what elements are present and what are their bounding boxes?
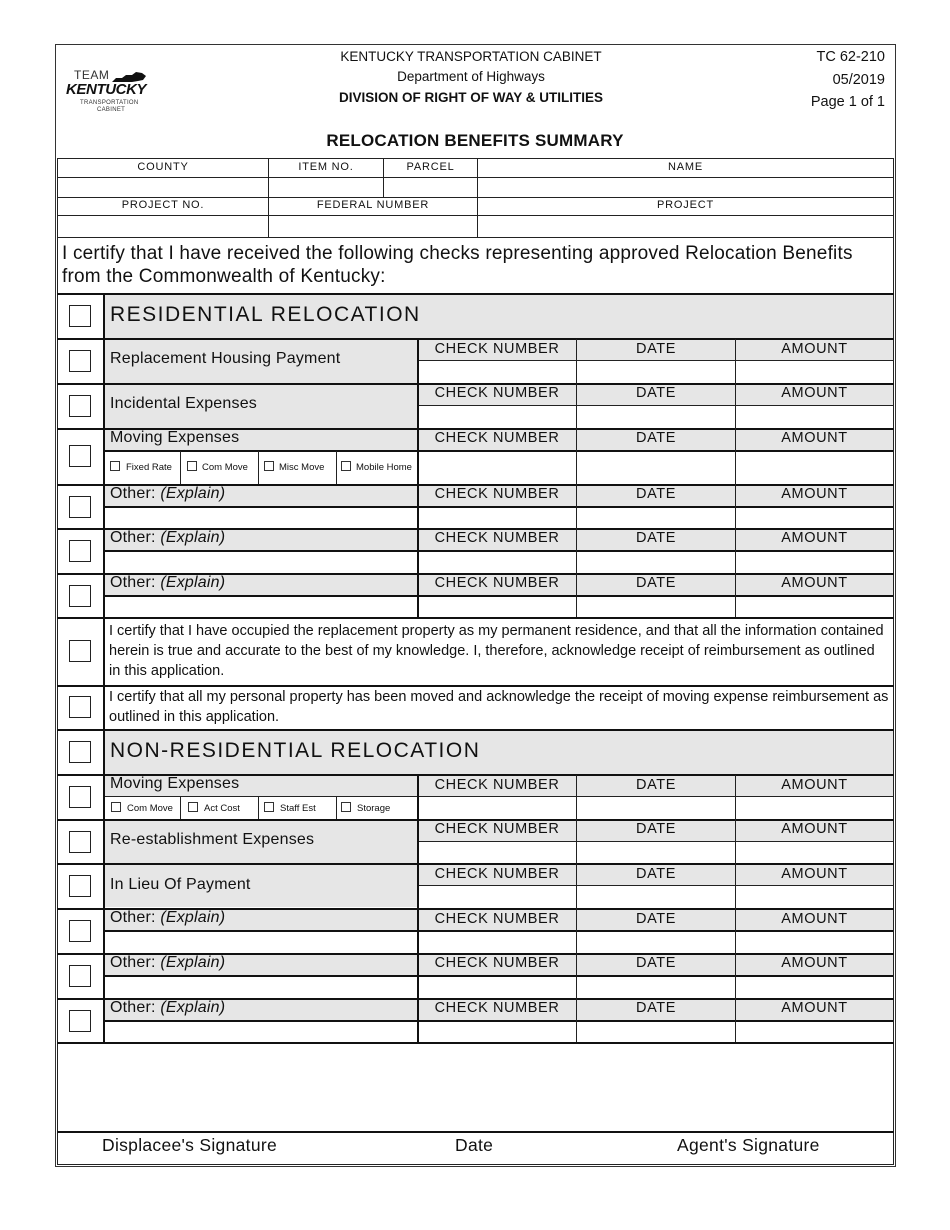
nonres-com-move-label: Com Move xyxy=(127,803,173,814)
form-date: 05/2019 xyxy=(832,72,885,88)
residential-checkbox[interactable] xyxy=(69,305,91,327)
nonres-moving-amount-field[interactable] xyxy=(736,797,893,819)
nonres-other-2-amount-field[interactable] xyxy=(736,976,893,998)
res-com-move-checkbox[interactable] xyxy=(187,461,197,471)
incidental-amount-field[interactable] xyxy=(736,406,893,428)
date-header: DATE xyxy=(636,530,676,546)
staff-est-checkbox[interactable] xyxy=(264,802,274,812)
replacement-housing-label: Replacement Housing Payment xyxy=(110,350,341,367)
check-number-header: CHECK NUMBER xyxy=(434,955,560,971)
reestablishment-check-field[interactable] xyxy=(418,842,576,863)
res-other-1-explain-field[interactable] xyxy=(104,507,417,528)
nonres-com-move-checkbox[interactable] xyxy=(111,802,121,812)
res-other-3-explain-field[interactable] xyxy=(104,596,417,617)
res-other-1-label: Other: (Explain) xyxy=(110,485,226,502)
agency-name: KENTUCKY TRANSPORTATION CABINET xyxy=(340,49,602,64)
county-field[interactable] xyxy=(58,178,268,197)
nonresidential-checkbox[interactable] xyxy=(69,741,91,763)
nonres-other-1-amount-field[interactable] xyxy=(736,931,893,953)
project-field[interactable] xyxy=(478,216,893,237)
date-header: DATE xyxy=(636,866,676,882)
division-name: DIVISION OF RIGHT OF WAY & UTILITIES xyxy=(338,90,604,105)
department-name: Department of Highways xyxy=(397,69,545,84)
name-label: NAME xyxy=(668,161,703,173)
incidental-check-field[interactable] xyxy=(418,406,576,428)
date-header: DATE xyxy=(636,821,676,837)
nonres-other-1-checkbox[interactable] xyxy=(69,920,91,942)
res-com-move-label: Com Move xyxy=(202,462,248,473)
storage-label: Storage xyxy=(357,803,391,814)
date-header: DATE xyxy=(636,430,676,446)
certify-moved-checkbox[interactable] xyxy=(69,696,91,718)
replacement-housing-checkbox[interactable] xyxy=(69,350,91,372)
item-no-field[interactable] xyxy=(269,178,383,197)
incidental-label: Incidental Expenses xyxy=(110,395,258,412)
in-lieu-check-field[interactable] xyxy=(418,886,576,908)
replacement-housing-amount-field[interactable] xyxy=(736,361,893,383)
res-other-3-checkbox[interactable] xyxy=(69,585,91,607)
amount-header: AMOUNT xyxy=(781,385,848,401)
date-header: DATE xyxy=(636,1000,676,1016)
in-lieu-checkbox[interactable] xyxy=(69,875,91,897)
misc-move-label: Misc Move xyxy=(279,462,325,473)
res-other-2-label: Other: (Explain) xyxy=(110,529,226,546)
res-other-3-label: Other: (Explain) xyxy=(110,574,226,591)
amount-header: AMOUNT xyxy=(781,1000,848,1016)
date-header: DATE xyxy=(636,955,676,971)
check-number-header: CHECK NUMBER xyxy=(434,777,560,793)
res-moving-amount-field[interactable] xyxy=(736,451,893,484)
nonres-other-1-explain-field[interactable] xyxy=(104,931,417,953)
date-header: DATE xyxy=(636,486,676,502)
signature-date-label: Date xyxy=(455,1135,494,1155)
project-label: PROJECT xyxy=(657,199,714,211)
res-other-3-date-field[interactable] xyxy=(577,596,735,617)
fixed-rate-label: Fixed Rate xyxy=(126,462,172,473)
res-other-1-amount-field[interactable] xyxy=(736,507,893,528)
check-number-header: CHECK NUMBER xyxy=(434,575,560,591)
nonres-other-2-explain-field[interactable] xyxy=(104,976,417,998)
nonres-other-3-label: Other: (Explain) xyxy=(110,999,226,1016)
nonres-moving-date-field[interactable] xyxy=(577,797,735,819)
replacement-housing-check-field[interactable] xyxy=(418,361,576,383)
nonres-moving-checkbox[interactable] xyxy=(69,786,91,808)
res-moving-check-field[interactable] xyxy=(418,451,576,484)
logo-cabinet-text: CABINET xyxy=(97,107,126,113)
certify-intro-text: I certify that I have received the following checks representing approved Relocation Benefits from the Commonwealth of Kentucky: xyxy=(62,243,853,287)
amount-header: AMOUNT xyxy=(781,821,848,837)
reestablishment-label: Re-establishment Expenses xyxy=(110,831,315,848)
res-moving-checkbox[interactable] xyxy=(69,445,91,467)
nonres-other-3-date-field[interactable] xyxy=(577,1021,735,1042)
amount-header: AMOUNT xyxy=(781,955,848,971)
res-other-1-checkbox[interactable] xyxy=(69,496,91,518)
act-cost-checkbox[interactable] xyxy=(188,802,198,812)
nonres-moving-check-field[interactable] xyxy=(418,797,576,819)
amount-header: AMOUNT xyxy=(781,341,848,357)
logo-transportation-text: TRANSPORTATION xyxy=(80,100,139,106)
in-lieu-label: In Lieu Of Payment xyxy=(110,876,251,893)
parcel-field[interactable] xyxy=(384,178,477,197)
nonres-other-3-check-field[interactable] xyxy=(418,1021,576,1042)
parcel-label: PARCEL xyxy=(406,161,455,173)
staff-est-label: Staff Est xyxy=(280,803,316,814)
res-moving-label: Moving Expenses xyxy=(110,429,240,446)
amount-header: AMOUNT xyxy=(781,430,848,446)
res-other-1-date-field[interactable] xyxy=(577,507,735,528)
incidental-date-field[interactable] xyxy=(577,406,735,428)
date-header: DATE xyxy=(636,911,676,927)
reestablishment-checkbox[interactable] xyxy=(69,831,91,853)
nonres-other-1-label: Other: (Explain) xyxy=(110,909,226,926)
fixed-rate-checkbox[interactable] xyxy=(110,461,120,471)
storage-checkbox[interactable] xyxy=(341,802,351,812)
residential-title: RESIDENTIAL RELOCATION xyxy=(110,303,421,326)
res-other-2-explain-field[interactable] xyxy=(104,551,417,573)
act-cost-label: Act Cost xyxy=(204,803,240,814)
reestablishment-amount-field[interactable] xyxy=(736,842,893,863)
res-other-1-check-field[interactable] xyxy=(418,507,576,528)
nonres-other-2-checkbox[interactable] xyxy=(69,965,91,987)
certify-occupied-text: I certify that I have occupied the replacement property as my permanent residence, and that all the information contained herein is true and accurate to the best of my knowledge. I, therefore, acknowledge receipt of reimbursement as outlined in this application. xyxy=(109,623,884,679)
res-other-2-check-field[interactable] xyxy=(418,551,576,573)
item-no-label: ITEM NO. xyxy=(298,161,354,173)
form-number: TC 62-210 xyxy=(816,49,885,65)
nonres-other-3-amount-field[interactable] xyxy=(736,1021,893,1042)
amount-header: AMOUNT xyxy=(781,777,848,793)
nonres-moving-label: Moving Expenses xyxy=(110,775,240,792)
project-no-field[interactable] xyxy=(58,216,268,237)
logo-kentucky-text: KENTUCKY xyxy=(66,81,147,98)
team-kentucky-logo xyxy=(64,68,156,118)
signature-area[interactable] xyxy=(58,1044,893,1130)
nonres-other-3-explain-field[interactable] xyxy=(104,1021,417,1042)
res-moving-date-field[interactable] xyxy=(577,451,735,484)
mobile-home-label: Mobile Home xyxy=(356,462,412,473)
check-number-header: CHECK NUMBER xyxy=(434,430,560,446)
county-label: COUNTY xyxy=(137,161,189,173)
federal-number-label: FEDERAL NUMBER xyxy=(316,199,430,211)
date-header: DATE xyxy=(636,385,676,401)
nonres-other-2-label: Other: (Explain) xyxy=(110,954,226,971)
agent-signature-label: Agent's Signature xyxy=(677,1135,820,1155)
amount-header: AMOUNT xyxy=(781,486,848,502)
in-lieu-amount-field[interactable] xyxy=(736,886,893,908)
name-field[interactable] xyxy=(478,178,893,197)
certify-occupied-checkbox[interactable] xyxy=(69,640,91,662)
amount-header: AMOUNT xyxy=(781,530,848,546)
federal-number-field[interactable] xyxy=(269,216,477,237)
amount-header: AMOUNT xyxy=(781,866,848,882)
check-number-header: CHECK NUMBER xyxy=(434,385,560,401)
date-header: DATE xyxy=(636,575,676,591)
nonres-other-3-checkbox[interactable] xyxy=(69,1010,91,1032)
date-header: DATE xyxy=(636,777,676,793)
res-other-3-amount-field[interactable] xyxy=(736,596,893,617)
date-header: DATE xyxy=(636,341,676,357)
nonres-other-2-date-field[interactable] xyxy=(577,976,735,998)
check-number-header: CHECK NUMBER xyxy=(434,911,560,927)
incidental-checkbox[interactable] xyxy=(69,395,91,417)
logo-team-text: TEAM xyxy=(74,68,110,82)
res-other-2-amount-field[interactable] xyxy=(736,551,893,573)
check-number-header: CHECK NUMBER xyxy=(434,486,560,502)
amount-header: AMOUNT xyxy=(781,575,848,591)
form-title: RELOCATION BENEFITS SUMMARY xyxy=(326,131,624,150)
certify-moved-text: I certify that all my personal property has been moved and acknowledge the receipt of moving expense reimbursement as outlined in this application. xyxy=(109,689,889,725)
check-number-header: CHECK NUMBER xyxy=(434,341,560,357)
reestablishment-date-field[interactable] xyxy=(577,842,735,863)
misc-move-checkbox[interactable] xyxy=(264,461,274,471)
page-number: Page 1 of 1 xyxy=(810,94,885,110)
nonresidential-title: NON-RESIDENTIAL RELOCATION xyxy=(110,739,481,762)
check-number-header: CHECK NUMBER xyxy=(434,821,560,837)
check-number-header: CHECK NUMBER xyxy=(434,530,560,546)
project-no-label: PROJECT NO. xyxy=(121,199,205,211)
nonres-other-1-check-field[interactable] xyxy=(418,931,576,953)
in-lieu-date-field[interactable] xyxy=(577,886,735,908)
res-other-3-check-field[interactable] xyxy=(418,596,576,617)
res-other-2-date-field[interactable] xyxy=(577,551,735,573)
amount-header: AMOUNT xyxy=(781,911,848,927)
displacee-signature-label: Displacee's Signature xyxy=(102,1135,278,1155)
check-number-header: CHECK NUMBER xyxy=(434,866,560,882)
nonres-other-2-check-field[interactable] xyxy=(418,976,576,998)
res-other-2-checkbox[interactable] xyxy=(69,540,91,562)
check-number-header: CHECK NUMBER xyxy=(434,1000,560,1016)
nonres-other-1-date-field[interactable] xyxy=(577,931,735,953)
replacement-housing-date-field[interactable] xyxy=(577,361,735,383)
mobile-home-checkbox[interactable] xyxy=(341,461,351,471)
